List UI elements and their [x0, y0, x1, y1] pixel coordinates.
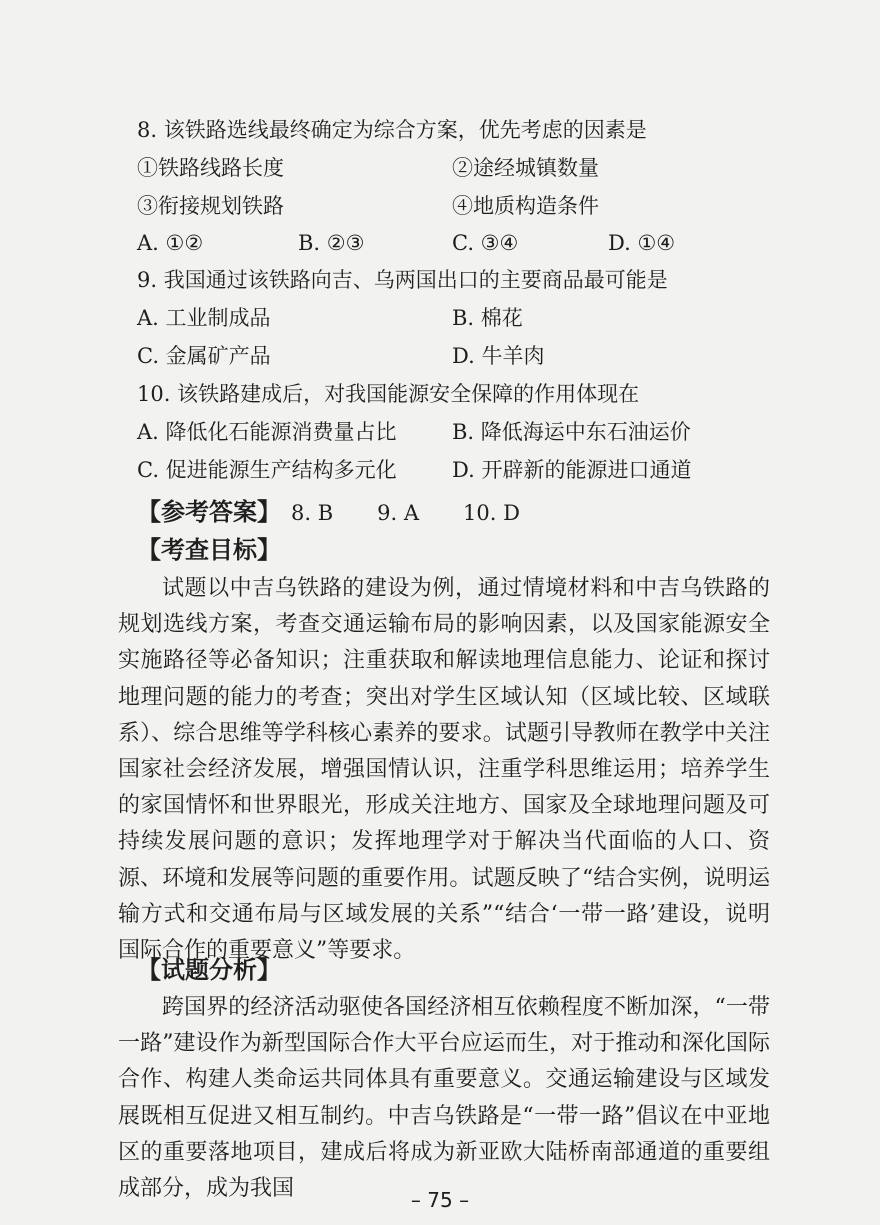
analysis-paragraph: 跨国界的经济活动驱使各国经济相互依赖程度不断加深，“一带一路”建设作为新型国际合作大平台应运而生，对于推动和深化国际合作、构建人类命运共同体具有重要意义。交通运输建设与区域发展既相互促进又相互制约。中吉乌铁路是“一带一路”倡议在中亚地区的重要落地项目，建成后将成为新亚欧大陆桥南部通道的重要组成部分，成为我国 — [118, 995, 770, 1202]
page-number: – 75 – — [410, 1188, 470, 1212]
question-9-option-b: B. 棉花 — [452, 306, 523, 330]
answers-heading: 【参考答案】 — [137, 498, 281, 526]
question-10-option-c: C. 促进能源生产结构多元化 — [137, 458, 397, 482]
question-8-option-c: C. ③④ — [452, 231, 519, 255]
question-9-option-c: C. 金属矿产品 — [137, 344, 271, 368]
answer-8: 8. B — [291, 501, 334, 525]
question-10-option-a: A. 降低化石能源消费量占比 — [137, 420, 397, 444]
objective-heading: 【考查目标】 — [137, 536, 281, 564]
objective-paragraph: 试题以中吉乌铁路的建设为例，通过情境材料和中吉乌铁路的规划选线方案，考查交通运输布局的影响因素，以及国家能源安全实施路径等必备知识；注重获取和解读地理信息能力、论证和探讨地理问题的能力的考查；突出对学生区域认知（区域比较、区域联系）、综合思维等学科核心素养的要求。试题引导教师在教学中关注国家社会经济发展，增强国情认识，注重学科思维运用；培养学生的家国情怀和世界眼光，形成关注地方、国家及全球地理问题及可持续发展问题的意识；发挥地理学对于解决当代面临的人口、资源、环境和发展等问题的重要作用。试题反映了“结合实例，说明运输方式和交通布局与区域发展的关系”“结合‘一带一路’建设，说明国际合作的重要意义”等要求。 — [118, 576, 770, 964]
question-8-item-4: ④地质构造条件 — [452, 194, 599, 218]
reference-answers — [137, 496, 520, 529]
question-10-option-b: B. 降低海运中东石油运价 — [452, 420, 691, 444]
answer-10: 10. D — [463, 501, 520, 525]
question-8-option-d: D. ①④ — [608, 231, 676, 255]
answer-9: 9. A — [377, 501, 420, 525]
question-10-option-d: D. 开辟新的能源进口通道 — [452, 458, 692, 482]
question-8-option-b: B. ②③ — [298, 231, 365, 255]
question-8-item-3: ③衔接规划铁路 — [137, 194, 284, 218]
question-9-option-d: D. 牛羊肉 — [452, 344, 545, 368]
question-8-item-2: ②途经城镇数量 — [452, 156, 599, 180]
question-8-item-1: ①铁路线路长度 — [137, 156, 284, 180]
analysis-heading: 【试题分析】 — [137, 956, 281, 984]
question-8-stem: 8. 该铁路选线最终确定为综合方案，优先考虑的因素是 — [137, 118, 647, 142]
question-9-stem: 9. 我国通过该铁路向吉、乌两国出口的主要商品最可能是 — [137, 268, 668, 292]
question-10-stem: 10. 该铁路建成后，对我国能源安全保障的作用体现在 — [137, 382, 640, 406]
question-9-option-a: A. 工业制成品 — [137, 306, 271, 330]
question-8-option-a: A. ①② — [137, 231, 204, 255]
